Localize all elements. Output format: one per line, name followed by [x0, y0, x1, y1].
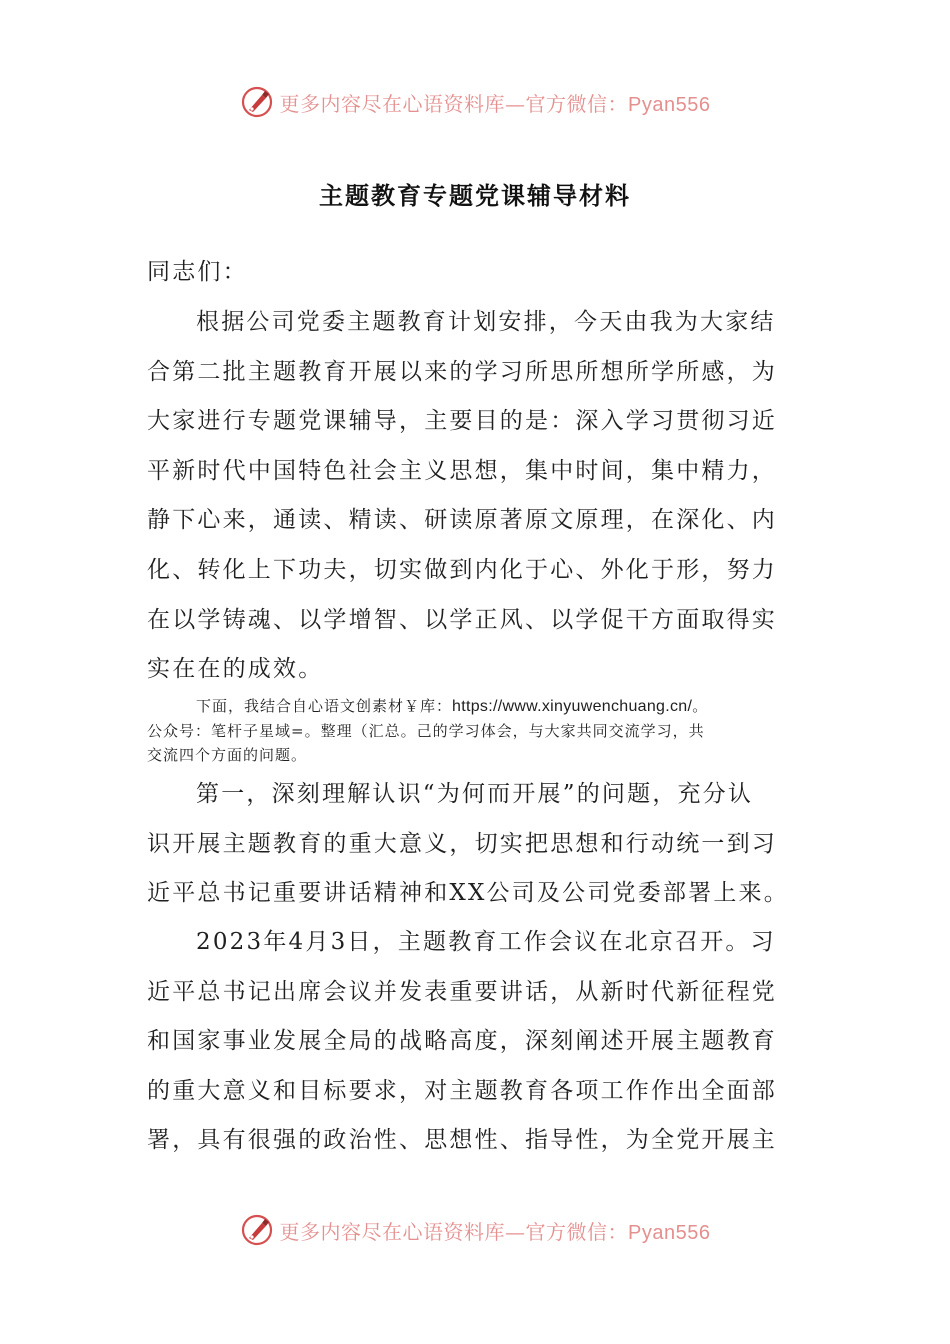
paragraph-line: 化、转化上下功夫，切实做到内化于心、外化于形，努力 [147, 556, 777, 583]
paragraph-line: 2023年4月3日，主题教育工作会议在北京召开。习 [196, 929, 776, 955]
paragraph-line: 近平总书记出席会议并发表重要讲话，从新时代新征程党 [147, 978, 777, 1005]
paragraph-line: 合第二批主题教育开展以来的学习所思所想所学所感，为 [147, 358, 777, 385]
paragraph-line: 的重大意义和目标要求，对主题教育各项工作作出全面部 [147, 1077, 777, 1104]
paragraph-line: 第一，深刻理解认识“为何而开展”的问题，充分认 [196, 781, 754, 807]
website-link[interactable]: https://www.xinyuwenchuang.cn/ [452, 698, 693, 715]
paragraph-line: 识开展主题教育的重大意义，切实把思想和行动统一到习 [147, 830, 777, 857]
fountain-pen-logo-icon [240, 85, 274, 119]
banner-text [280, 1216, 711, 1245]
banner-caption: 更多内容尽在心语资料库—官方微信： [279, 1219, 629, 1244]
small-note-suffix: 。 [692, 697, 709, 715]
paragraph-1 [147, 298, 797, 695]
small-note-line-3: 交流四个方面的问题。 [147, 746, 308, 764]
header-banner [0, 80, 950, 124]
paragraph-3 [147, 918, 797, 1166]
small-note [147, 694, 807, 767]
paragraph-line: 大家进行专题党课辅导，主要目的是：深入学习贯彻习近 [147, 408, 777, 435]
paragraph-line: 实在在的成效。 [147, 656, 324, 683]
banner-handle: Pyan556 [628, 93, 711, 116]
banner-caption: 更多内容尽在心语资料库—官方微信： [279, 91, 629, 116]
salutation-text: 同志们： [147, 259, 248, 285]
small-note-line-2: 公众号：笔杆子星域=。整理（汇总。己的学习体会，与大家共同交流学习，共 [147, 722, 705, 740]
document-title: 主题教育专题党课辅导材料 [319, 181, 631, 210]
footer-banner [0, 1208, 950, 1252]
paragraph-line: 根据公司党委主题教育计划安排，今天由我为大家结 [196, 309, 776, 335]
banner-handle: Pyan556 [628, 1221, 711, 1244]
paragraph-line: 近平总书记重要讲话精神和XX公司及公司党委部署上来。 [147, 880, 789, 907]
paragraph-line: 署，具有很强的政治性、思想性、指导性，为全党开展主 [147, 1127, 777, 1154]
banner-text [280, 88, 711, 117]
small-note-prefix: 下面，我结合自心语文创素材￥库： [196, 697, 453, 715]
small-note-line-1 [147, 694, 807, 719]
fountain-pen-logo-icon [240, 1213, 274, 1247]
salutation [147, 248, 797, 298]
paragraph-line: 静下心来，通读、精读、研读原著原文原理，在深化、内 [147, 507, 777, 534]
paragraph-line: 平新时代中国特色社会主义思想，集中时间，集中精力， [147, 457, 777, 484]
paragraph-line: 和国家事业发展全局的战略高度，深刻阐述开展主题教育 [147, 1028, 777, 1055]
paragraph-2 [147, 770, 797, 919]
paragraph-line: 在以学铸魂、以学增智、以学正风、以学促干方面取得实 [147, 606, 777, 633]
